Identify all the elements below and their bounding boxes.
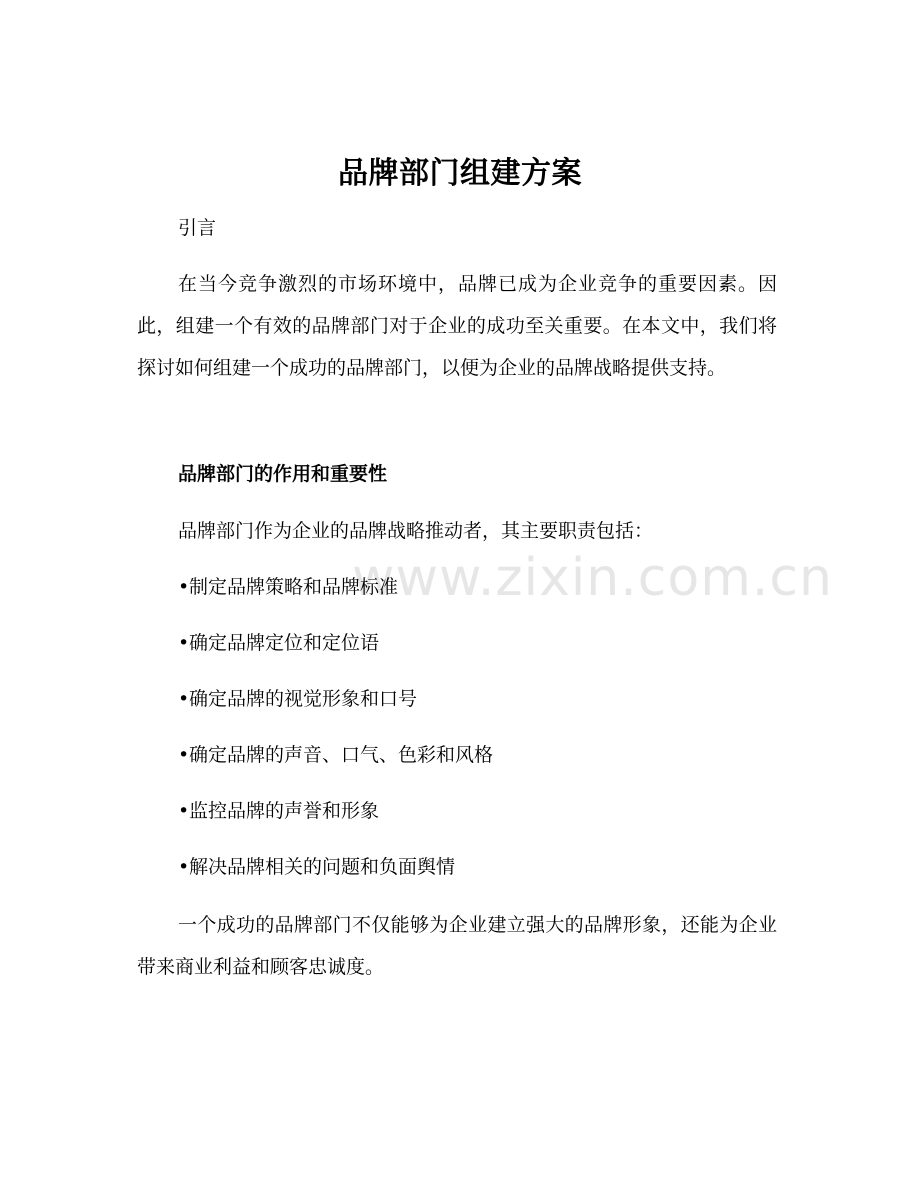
bullet-icon: •: [178, 688, 190, 710]
list-item: [178, 685, 778, 714]
bullet-icon: •: [178, 856, 190, 878]
closing-paragraph: 一个成功的品牌部门不仅能够为企业建立强大的品牌形象，还能为企业带来商业利益和顾客忠诚度。: [137, 914, 777, 978]
bullet-icon: •: [178, 632, 190, 654]
list-item-text: 确定品牌的视觉形象和口号: [189, 688, 418, 710]
list-item-text: 制定品牌策略和品牌标准: [189, 576, 399, 598]
bullet-icon: •: [178, 800, 190, 822]
role-intro: 品牌部门作为企业的品牌战略推动者，其主要职责包括：: [178, 520, 654, 542]
list-item-text: 监控品牌的声誉和形象: [189, 800, 380, 822]
bullet-icon: •: [178, 576, 190, 598]
intro-heading: 引言: [178, 217, 217, 239]
list-item: [178, 853, 778, 882]
document-title: 品牌部门组建方案: [338, 156, 582, 191]
list-item-text: 确定品牌的声音、口气、色彩和风格: [189, 744, 494, 766]
list-item: [178, 797, 778, 826]
list-item-text: 解决品牌相关的问题和负面舆情: [189, 856, 456, 878]
role-heading: 品牌部门的作用和重要性: [178, 463, 388, 485]
list-item: [178, 629, 778, 658]
list-item-text: 确定品牌定位和定位语: [189, 632, 380, 654]
list-item: [178, 573, 778, 602]
intro-paragraph: 在当今竞争激烈的市场环境中，品牌已成为企业竞争的重要因素。因此，组建一个有效的品牌部门对于企业的成功至关重要。在本文中，我们将探讨如何组建一个成功的品牌部门，以便为企业的品牌战略提供支持。: [137, 273, 777, 379]
watermark-text: www.zixin.com.cn: [352, 548, 833, 608]
bullet-icon: •: [178, 744, 190, 766]
list-item: [178, 741, 778, 770]
